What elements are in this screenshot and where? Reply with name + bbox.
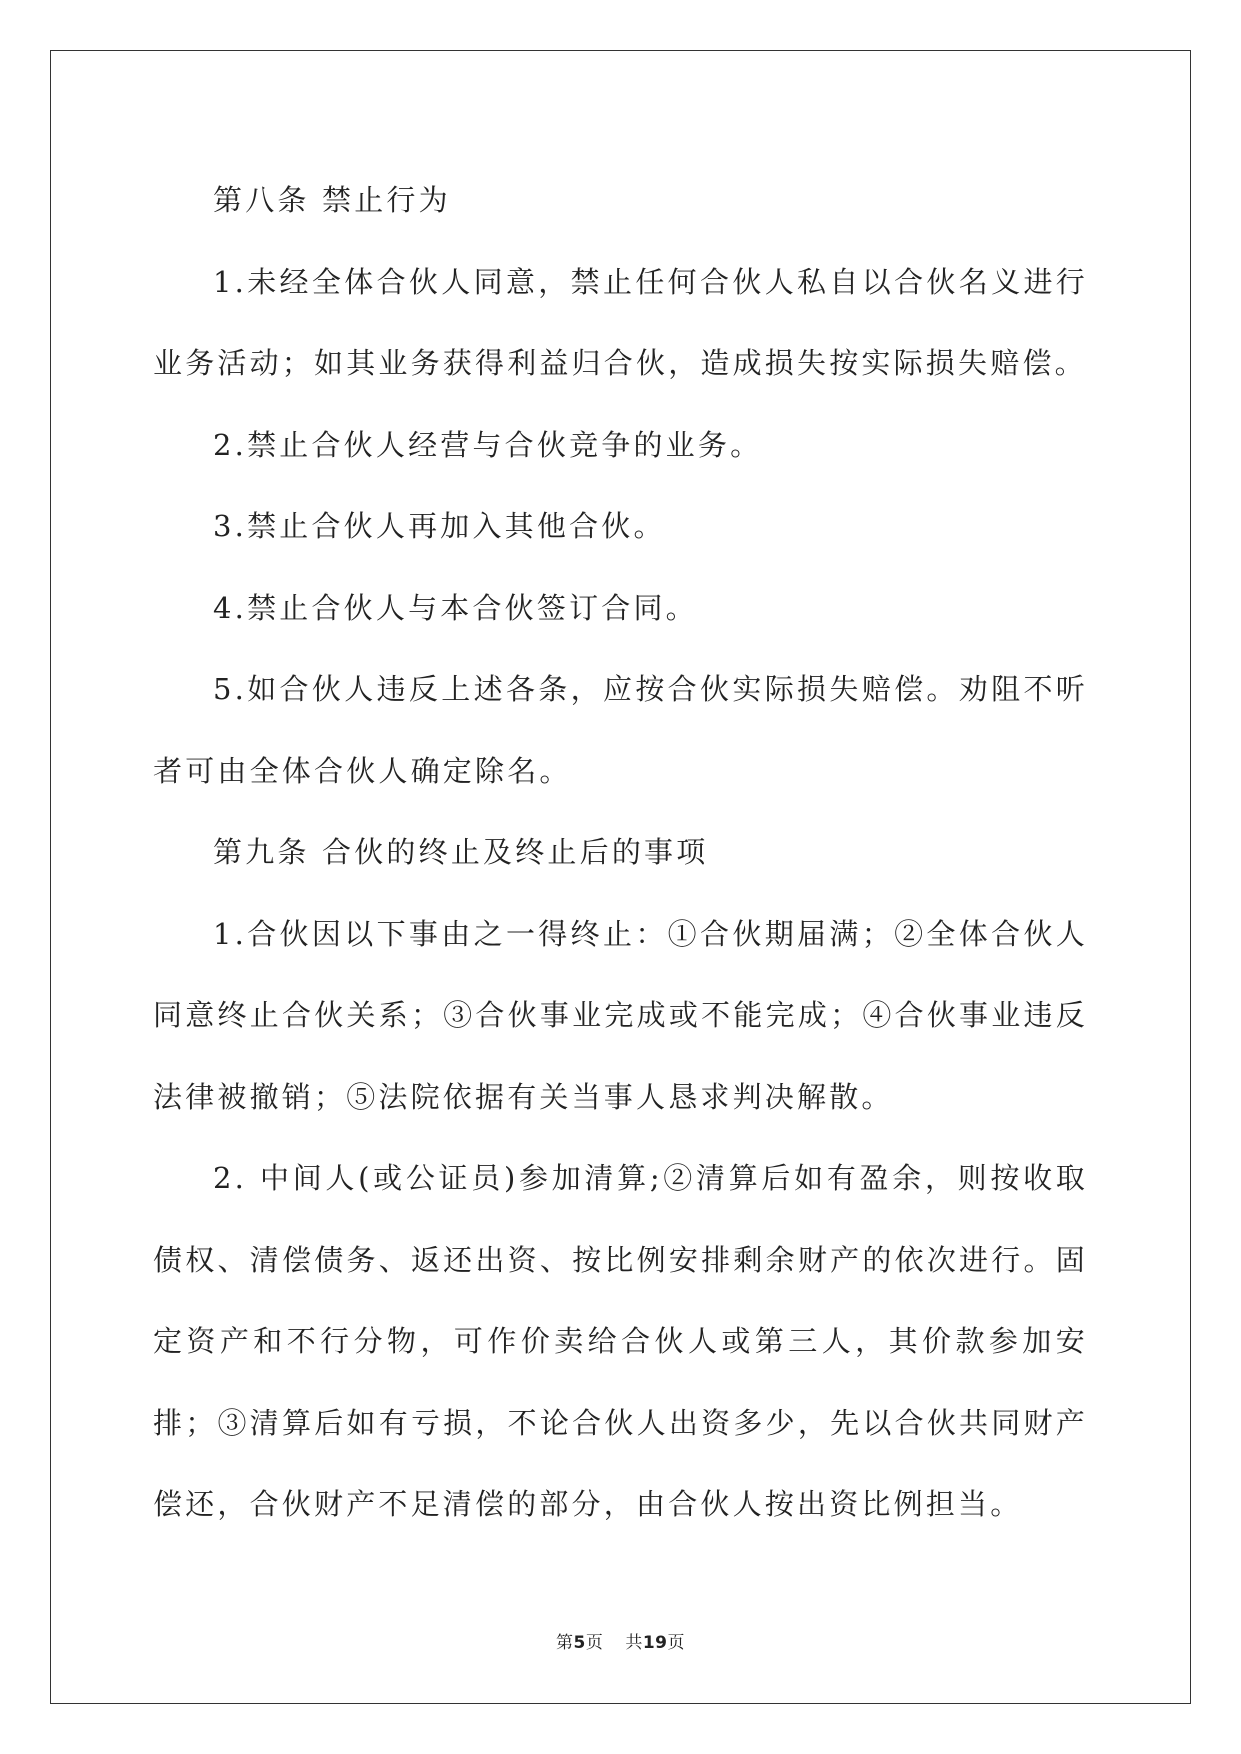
total-pages: 19 [642,1633,668,1653]
article-8-clause-4: 4.禁止合伙人与本合伙签订合同。 [213,590,698,625]
article-8-heading: 第八条 禁止行为 [213,183,451,217]
article-8-clause-3: 3.禁止合伙人再加入其他合伙。 [213,509,666,543]
article-9-clause-2: 2. 中间人(或公证员)参加清算;②清算后如有盈余，则按收取债权、清偿债务、返还出资、按比例安排剩余财产的依次进行。固定资产和不行分物，可作价卖给合伙人或第三人，其价款参加安排；③清算后如有亏损，不论合伙人出资多少，先以合伙共同财产偿还，合伙财产不足清偿的部分，由合伙人按出资比例担当。 [153,1161,1088,1521]
page-footer [0,1628,1241,1653]
page-number: 5 [573,1633,586,1653]
article-8-clause-1: 1.未经全体合伙人同意，禁止任何合伙人私自以合伙名义进行业务活动；如其业务获得利益归合伙，造成损失按实际损失赔偿。 [153,264,1088,380]
document-body [153,160,1088,1546]
article-9-heading: 第九条 合伙的终止及终止后的事项 [213,835,709,869]
total-suffix: 页 [667,1633,685,1653]
article-9-clause-1: 1.合伙因以下事由之一得终止：①合伙期届满；②全体合伙人同意终止合伙关系；③合伙事业完成或不能完成；④合伙事业违反法律被撤销；⑤法院依据有关当事人恳求判决解散。 [153,916,1088,1114]
page-prefix: 第 [555,1633,574,1653]
total-prefix: 共 [625,1633,643,1653]
article-8-clause-5: 5.如合伙人违反上述各条，应按合伙实际损失赔偿。劝阻不听者可由全体合伙人确定除名。 [153,672,1088,788]
page-suffix: 页 [585,1633,604,1653]
article-8-clause-2: 2.禁止合伙人经营与合伙竞争的业务。 [213,427,763,462]
